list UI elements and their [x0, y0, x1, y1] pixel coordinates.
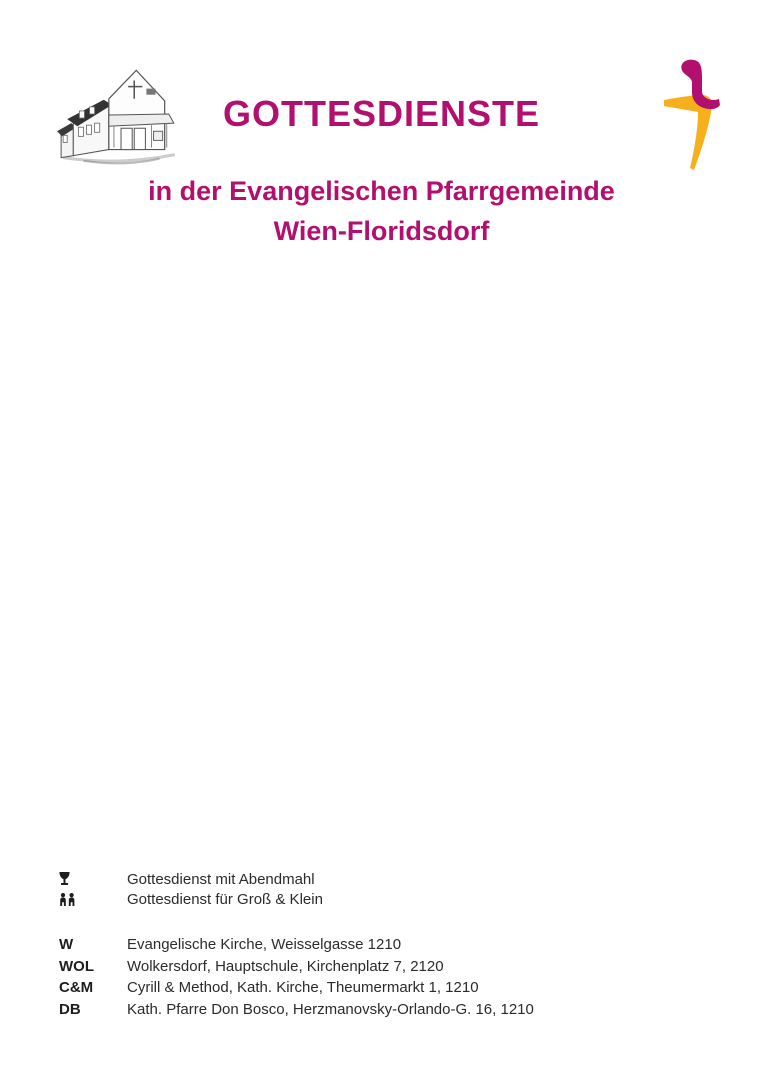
location-row-w	[55, 934, 705, 956]
location-row-cm	[55, 977, 705, 999]
page-subtitle	[0, 171, 763, 251]
abendmahl-chalice-icon	[55, 872, 127, 886]
location-row-wol	[55, 956, 705, 978]
legend-row-gross-klein	[55, 890, 705, 911]
location-label: Wolkersdorf, Hauptschule, Kirchenplatz 7, 2120	[127, 957, 444, 975]
legend-row-abendmahl	[55, 869, 705, 890]
gross-klein-people-icon	[55, 893, 127, 906]
subtitle-line-1: in der Evangelischen Pfarrgemeinde	[148, 176, 615, 206]
icon-legend	[55, 869, 705, 910]
location-code: C&M	[59, 979, 94, 997]
subtitle-line-2: Wien-Floridsdorf	[273, 216, 490, 246]
location-legend	[55, 934, 705, 1020]
location-label: Kath. Pfarre Don Bosco, Herzmanovsky-Orlando-G. 16, 1210	[127, 1000, 534, 1018]
legend-label: Gottesdienst für Groß & Klein	[127, 891, 323, 909]
location-row-db	[55, 999, 705, 1021]
gross-klein-people-icon	[59, 893, 76, 906]
location-label: Evangelische Kirche, Weisselgasse 1210	[127, 936, 402, 954]
location-code: DB	[59, 1000, 81, 1018]
location-code: W	[59, 936, 74, 954]
legend-label: Gottesdienst mit Abendmahl	[127, 870, 315, 888]
location-label: Cyrill & Method, Kath. Kirche, Theumermarkt 1, 1210	[127, 979, 479, 997]
abendmahl-chalice-icon	[59, 872, 70, 886]
location-code: WOL	[59, 957, 94, 975]
page-title: GOTTESDIENSTE	[222, 93, 541, 134]
